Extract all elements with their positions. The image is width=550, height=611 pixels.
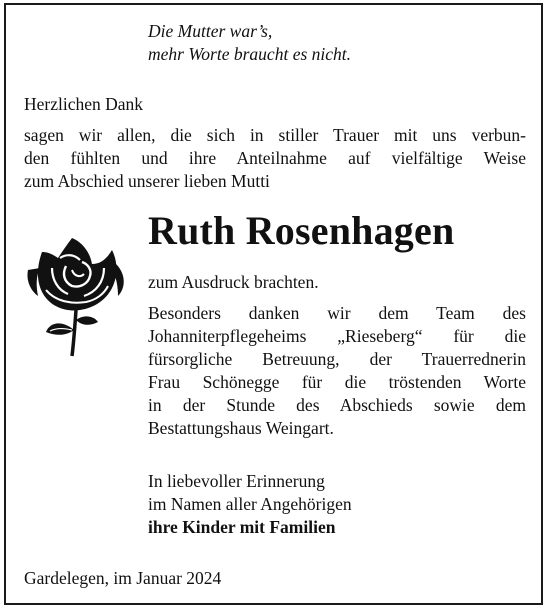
deceased-name: Ruth Rosenhagen	[148, 208, 455, 253]
intro-line-3: zum Abschied unserer lieben Mutti	[24, 171, 270, 191]
thanks-line-5: in der Stunde des Abschieds sowie dem	[148, 395, 526, 415]
thanks-line-4: Frau Schönegge für die tröstenden Worte	[148, 372, 526, 392]
motto-line-1: Die Mutter war’s,	[148, 21, 273, 41]
motto-quote	[148, 20, 351, 66]
intro-line-2: den fühlten und ihre Anteilnahme auf vielfältige Weise	[24, 148, 526, 168]
rose-icon	[22, 224, 130, 358]
greeting-heading: Herzlichen Dank	[24, 94, 144, 114]
thanks-line-3: fürsorgliche Betreuung, der Trauerrednerin	[148, 349, 526, 369]
thanks-line-2: Johanniterpflegeheims „Rieseberg“ für die	[148, 326, 526, 346]
thanks-paragraph	[148, 302, 526, 440]
thanks-line-1: Besonders danken wir dem Team des	[148, 303, 526, 323]
intro-line-1: sagen wir allen, die sich in stiller Trauer mit uns verbun-	[24, 125, 526, 145]
closing-block	[148, 470, 352, 539]
closing-line-2: im Namen aller Angehörigen	[148, 494, 352, 514]
closing-line-1: In liebevoller Erinnerung	[148, 471, 325, 491]
expression-line: zum Ausdruck brachten.	[148, 272, 319, 292]
thanks-line-6: Bestattungshaus Weingart.	[148, 418, 334, 438]
intro-paragraph	[24, 124, 526, 193]
closing-signature: ihre Kinder mit Familien	[148, 517, 336, 537]
place-date: Gardelegen, im Januar 2024	[24, 568, 222, 588]
motto-line-2: mehr Worte braucht es nicht.	[148, 44, 352, 64]
